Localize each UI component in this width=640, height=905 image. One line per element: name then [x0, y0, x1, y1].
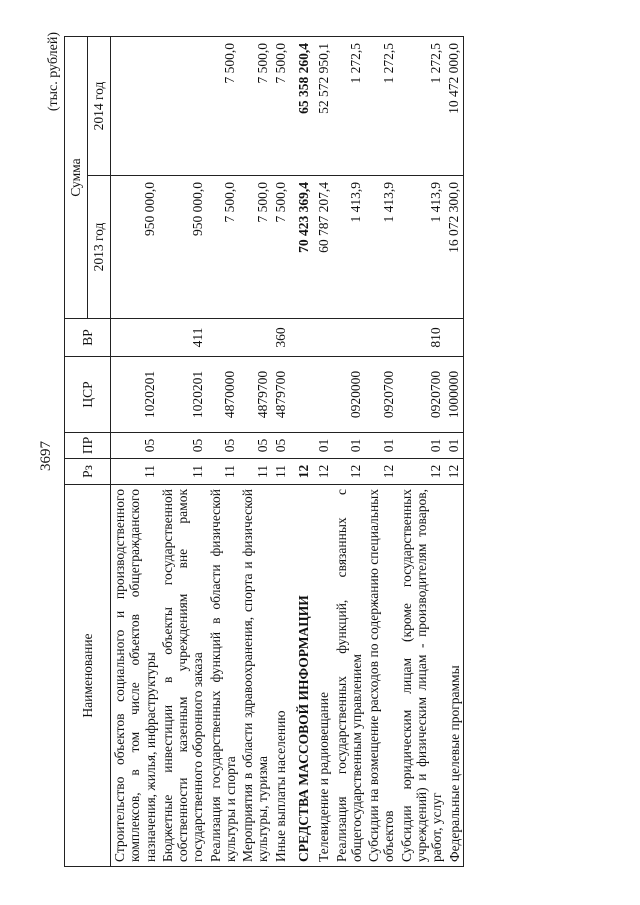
row-csr: 1020201	[111, 357, 159, 433]
row-sum-2014: 10 472 000,0	[445, 36, 464, 175]
row-vr	[315, 319, 333, 357]
row-vr	[365, 319, 398, 357]
row-csr: 4870000	[207, 357, 240, 433]
row-csr: 0920700	[398, 357, 446, 433]
row-vr: 810	[398, 319, 446, 357]
row-vr	[239, 319, 272, 357]
row-pr: 05	[159, 433, 207, 459]
row-csr: 4879700	[239, 357, 272, 433]
row-sum-2014: 7 500,0	[207, 36, 240, 175]
row-sum-2013: 7 500,0	[207, 176, 240, 319]
table-row	[365, 36, 398, 866]
row-vr: 411	[159, 319, 207, 357]
page-number: 3697	[38, 441, 54, 471]
row-sum-2013: 1 413,9	[398, 176, 446, 319]
row-name: Реализация государственных функций, связанных с общегосударственным управлением	[333, 485, 366, 867]
table-row	[333, 36, 366, 866]
row-sum-2014: 1 272,5	[398, 36, 446, 175]
row-pr: 01	[315, 433, 333, 459]
row-name: Бюджетные инвестиции в объекты государственной собственности казенным учреждениям вне рамок государственного оборонного заказа	[159, 485, 207, 867]
row-rz: 12	[365, 459, 398, 485]
row-csr: 4879700	[272, 357, 290, 433]
table-row	[315, 36, 333, 866]
row-name: Мероприятия в области здравоохранения, спорта и физической культуры, туризма	[239, 485, 272, 867]
row-sum-2013: 7 500,0	[272, 176, 290, 319]
row-csr: 0920000	[333, 357, 366, 433]
row-rz: 12	[315, 459, 333, 485]
row-rz: 11	[207, 459, 240, 485]
row-csr: 0920700	[365, 357, 398, 433]
row-rz: 12	[290, 459, 315, 485]
header-2014: 2014 год	[88, 36, 111, 175]
row-sum-2013: 1 413,9	[365, 176, 398, 319]
row-pr: 01	[398, 433, 446, 459]
row-sum-2014: 1 272,5	[365, 36, 398, 175]
row-sum-2014: 1 272,5	[333, 36, 366, 175]
row-name: СРЕДСТВА МАССОВОЙ ИНФОРМАЦИИ	[290, 485, 315, 867]
row-sum-2013: 950 000,0	[159, 176, 207, 319]
row-name: Телевидение и радиовещание	[315, 485, 333, 867]
row-pr: 01	[365, 433, 398, 459]
row-sum-2013: 70 423 369,4	[290, 176, 315, 319]
table-row	[239, 36, 272, 866]
row-name: Субсидии юридическим лицам (кроме государственных учреждений) и физическим лицам - производителям товаров, работ, услуг	[398, 485, 446, 867]
row-pr: 01	[445, 433, 464, 459]
row-sum-2014: 7 500,0	[239, 36, 272, 175]
row-vr	[111, 319, 159, 357]
row-sum-2013: 1 413,9	[333, 176, 366, 319]
row-sum-2014: 7 500,0	[272, 36, 290, 175]
row-rz: 11	[159, 459, 207, 485]
row-pr: 05	[207, 433, 240, 459]
row-rz: 11	[111, 459, 159, 485]
row-rz: 12	[333, 459, 366, 485]
row-sum-2014: 52 572 950,1	[315, 36, 333, 175]
row-csr	[315, 357, 333, 433]
row-rz: 12	[445, 459, 464, 485]
row-vr	[445, 319, 464, 357]
row-csr	[290, 357, 315, 433]
header-sum: Сумма	[65, 36, 88, 318]
row-sum-2014	[159, 36, 207, 175]
row-sum-2013: 950 000,0	[111, 176, 159, 319]
row-sum-2014: 65 358 260,4	[290, 36, 315, 175]
row-name: Федеральные целевые программы	[445, 485, 464, 867]
table-row	[445, 36, 464, 866]
row-name: Субсидии на возмещение расходов по содержанию специальных объектов	[365, 485, 398, 867]
units-label: (тыс. рублей)	[46, 32, 61, 112]
row-sum-2013: 16 072 300,0	[445, 176, 464, 319]
table-row	[290, 36, 315, 866]
row-rz: 11	[239, 459, 272, 485]
table-row	[159, 36, 207, 866]
row-sum-2013: 7 500,0	[239, 176, 272, 319]
budget-table	[64, 36, 464, 867]
row-vr	[290, 319, 315, 357]
row-pr: 01	[333, 433, 366, 459]
row-name: Реализация государственных функций в области физической культуры и спорта	[207, 485, 240, 867]
row-pr: 05	[239, 433, 272, 459]
row-name: Строительство объектов социального и производственного комплексов, в том числе объектов общегражданского назначения, жилья, инфраструктуры	[111, 485, 159, 867]
row-vr	[207, 319, 240, 357]
header-csr: ЦСР	[65, 357, 111, 433]
header-vr: ВР	[65, 319, 111, 357]
row-name: Иные выплаты населению	[272, 485, 290, 867]
row-sum-2013: 60 787 207,4	[315, 176, 333, 319]
row-rz: 12	[398, 459, 446, 485]
row-csr: 1020201	[159, 357, 207, 433]
row-pr	[290, 433, 315, 459]
row-pr: 05	[111, 433, 159, 459]
header-2013: 2013 год	[88, 176, 111, 319]
header-pr: ПР	[65, 433, 111, 459]
row-rz: 11	[272, 459, 290, 485]
row-sum-2014	[111, 36, 159, 175]
row-vr	[333, 319, 366, 357]
header-rz: Рз	[65, 459, 111, 485]
table-row	[272, 36, 290, 866]
table-row	[398, 36, 446, 866]
row-pr: 05	[272, 433, 290, 459]
table-row	[207, 36, 240, 866]
row-vr: 360	[272, 319, 290, 357]
table-row	[111, 36, 159, 866]
header-name: Наименование	[65, 485, 111, 867]
row-csr: 1000000	[445, 357, 464, 433]
table-body	[111, 36, 464, 866]
